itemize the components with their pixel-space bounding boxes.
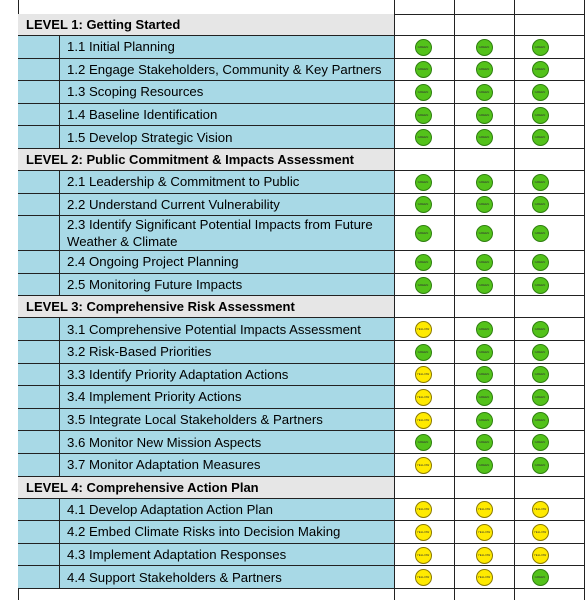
- status-text: YELLOW: [416, 327, 430, 332]
- status-indicator-green: [415, 61, 432, 78]
- status-text: YELLOW: [416, 552, 430, 557]
- task-row: [18, 431, 394, 454]
- status-indicator-yellow: [415, 524, 432, 541]
- grid-row-line: [394, 58, 585, 59]
- grid-row-line: [394, 408, 585, 409]
- indent-cell: [18, 194, 60, 216]
- status-indicator-green: [476, 225, 493, 242]
- grid-row-line: [394, 476, 585, 477]
- grid-row-line: [394, 520, 585, 521]
- status-indicator-green: [532, 412, 549, 429]
- status-text: GREEN: [478, 260, 490, 264]
- status-indicator-yellow: [415, 389, 432, 406]
- level-title: LEVEL 4: Comprehensive Action Plan: [26, 479, 259, 495]
- task-cell: [60, 454, 394, 476]
- status-text: GREEN: [534, 231, 546, 236]
- status-indicator-green: [532, 366, 549, 383]
- indent-cell: [18, 454, 60, 476]
- grid-row-line: [394, 295, 585, 296]
- task-cell: [60, 171, 394, 193]
- status-text: GREEN: [478, 440, 490, 445]
- task-label: 2.5 Monitoring Future Impacts: [67, 277, 243, 293]
- task-cell: [60, 318, 394, 340]
- indent-cell: [18, 251, 60, 273]
- indent-cell: [18, 126, 60, 148]
- status-text: GREEN: [534, 112, 546, 117]
- status-text: GREEN: [478, 372, 490, 377]
- status-text: GREEN: [534, 67, 546, 72]
- level-header-row: [18, 477, 394, 499]
- grid-row-line: [394, 588, 585, 589]
- status-text: GREEN: [478, 417, 490, 422]
- grid-row-line: [394, 148, 585, 149]
- status-text: GREEN: [417, 260, 429, 264]
- task-label: 4.1 Develop Adaptation Action Plan: [67, 501, 274, 517]
- status-text: GREEN: [478, 90, 490, 94]
- status-text: GREEN: [534, 179, 546, 184]
- status-indicator-green: [476, 366, 493, 383]
- indent-cell: [18, 216, 60, 250]
- task-row: [18, 59, 394, 82]
- task-row: [18, 126, 394, 149]
- indent-cell: [18, 341, 60, 363]
- status-indicator-green: [476, 129, 493, 146]
- status-text: YELLOW: [416, 462, 430, 467]
- status-indicator-green: [415, 225, 432, 242]
- status-indicator-yellow: [415, 321, 432, 338]
- status-text: GREEN: [478, 179, 490, 184]
- task-label: 3.3 Identify Priority Adaptation Actions: [67, 366, 289, 382]
- level-title: LEVEL 1: Getting Started: [26, 17, 181, 32]
- task-row: [18, 364, 394, 387]
- status-indicator-green: [476, 196, 493, 213]
- status-text: YELLOW: [416, 417, 430, 422]
- task-cell: [60, 341, 394, 363]
- task-label: 3.2 Risk-Based Priorities: [67, 344, 212, 360]
- task-cell: [60, 364, 394, 386]
- task-label: 2.1 Leadership & Commitment to Public: [67, 174, 300, 190]
- status-indicator-green: [415, 129, 432, 146]
- indent-cell: [18, 431, 60, 453]
- status-indicator-yellow: [415, 501, 432, 518]
- task-label: 1.3 Scoping Resources: [67, 84, 204, 100]
- grid-row-line: [394, 430, 585, 431]
- status-text: GREEN: [417, 440, 429, 445]
- status-text: GREEN: [417, 67, 429, 72]
- grid-row-line: [394, 170, 585, 171]
- status-indicator-green: [532, 196, 549, 213]
- status-text: GREEN: [478, 395, 490, 399]
- grid-row-line: [394, 250, 585, 251]
- status-text: GREEN: [417, 179, 429, 184]
- status-indicator-yellow: [476, 524, 493, 541]
- status-text: GREEN: [478, 327, 490, 332]
- task-label: 1.1 Initial Planning: [67, 39, 175, 55]
- task-row: [18, 81, 394, 104]
- status-indicator-green: [476, 457, 493, 474]
- status-indicator-yellow: [415, 547, 432, 564]
- status-text: GREEN: [534, 575, 546, 580]
- task-label: 1.5 Develop Strategic Vision: [67, 129, 233, 145]
- status-indicator-green: [532, 129, 549, 146]
- status-indicator-green: [532, 254, 549, 271]
- status-indicator-green: [532, 344, 549, 361]
- status-indicator-green: [532, 434, 549, 451]
- task-label: 4.3 Implement Adaptation Responses: [67, 547, 287, 563]
- task-cell: [60, 409, 394, 431]
- grid-row-line: [394, 498, 585, 499]
- status-indicator-green: [532, 225, 549, 242]
- status-text: GREEN: [534, 282, 546, 287]
- status-text: GREEN: [478, 349, 490, 354]
- status-indicator-green: [476, 107, 493, 124]
- indent-cell: [18, 318, 60, 340]
- status-indicator-yellow: [532, 501, 549, 518]
- status-indicator-green: [532, 569, 549, 586]
- status-indicator-green: [532, 107, 549, 124]
- level-title: LEVEL 2: Public Commitment & Impacts Assessment: [26, 152, 354, 167]
- task-cell: [60, 59, 394, 81]
- status-indicator-green: [415, 277, 432, 294]
- status-indicator-green: [476, 389, 493, 406]
- grid-column-line: [394, 0, 395, 600]
- indent-cell: [18, 171, 60, 193]
- status-indicator-green: [532, 174, 549, 191]
- level-header-row: [18, 14, 394, 36]
- task-row: [18, 341, 394, 364]
- status-text: YELLOW: [416, 395, 430, 399]
- task-row: [18, 409, 394, 432]
- status-text: GREEN: [478, 282, 490, 287]
- indent-cell: [18, 544, 60, 566]
- status-text: YELLOW: [416, 575, 430, 580]
- task-label: 2.4 Ongoing Project Planning: [67, 254, 239, 270]
- status-indicator-green: [476, 174, 493, 191]
- task-row: [18, 318, 394, 341]
- indent-cell: [18, 81, 60, 103]
- grid-row-line: [394, 193, 585, 194]
- task-label: 3.5 Integrate Local Stakeholders & Partners: [67, 412, 323, 428]
- status-text: GREEN: [478, 67, 490, 72]
- indent-cell: [18, 364, 60, 386]
- status-indicator-green: [532, 457, 549, 474]
- status-text: GREEN: [534, 372, 546, 377]
- task-cell: [60, 521, 394, 543]
- status-text: GREEN: [534, 349, 546, 354]
- task-cell: [60, 274, 394, 296]
- status-indicator-green: [476, 61, 493, 78]
- indent-cell: [18, 566, 60, 588]
- task-cell: [60, 251, 394, 273]
- indent-cell: [18, 409, 60, 431]
- status-text: GREEN: [417, 135, 429, 140]
- status-text: YELLOW: [477, 507, 491, 512]
- grid-row-line: [394, 385, 585, 386]
- status-indicator-yellow: [476, 547, 493, 564]
- status-indicator-green: [532, 277, 549, 294]
- task-label: 2.2 Understand Current Vulnerability: [67, 196, 280, 212]
- indent-cell: [18, 499, 60, 521]
- status-indicator-green: [415, 84, 432, 101]
- status-indicator-green: [532, 321, 549, 338]
- indent-cell: [18, 274, 60, 296]
- grid-row-line: [394, 565, 585, 566]
- status-indicator-green: [476, 84, 493, 101]
- status-text: GREEN: [417, 44, 429, 49]
- status-indicator-green: [476, 434, 493, 451]
- task-cell: [60, 81, 394, 103]
- status-indicator-green: [532, 389, 549, 406]
- task-label: 2.3 Identify Significant Potential Impacts from Future Weather & Climate: [67, 217, 373, 250]
- status-indicator-yellow: [476, 501, 493, 518]
- status-indicator-green: [476, 39, 493, 56]
- status-text: YELLOW: [533, 552, 547, 557]
- task-label: 4.2 Embed Climate Risks into Decision Making: [67, 524, 341, 540]
- level-header-row: [18, 149, 394, 171]
- grid-row-line: [394, 363, 585, 364]
- task-cell: [60, 499, 394, 521]
- status-text: GREEN: [478, 231, 490, 236]
- task-cell: [60, 104, 394, 126]
- task-cell: [60, 544, 394, 566]
- grid-row-line: [394, 453, 585, 454]
- grid-row-line: [394, 340, 585, 341]
- task-cell: [60, 566, 394, 588]
- task-cell: [60, 216, 394, 250]
- status-text: GREEN: [534, 417, 546, 422]
- status-text: YELLOW: [533, 530, 547, 534]
- status-indicator-green: [415, 107, 432, 124]
- task-row: [18, 216, 394, 251]
- task-label: 4.4 Support Stakeholders & Partners: [67, 569, 282, 585]
- status-text: GREEN: [534, 135, 546, 140]
- status-indicator-green: [476, 321, 493, 338]
- status-indicator-green: [415, 344, 432, 361]
- indent-cell: [18, 59, 60, 81]
- grid-row-line: [394, 215, 585, 216]
- task-label: 3.6 Monitor New Mission Aspects: [67, 434, 262, 450]
- status-indicator-green: [476, 254, 493, 271]
- status-text: YELLOW: [477, 575, 491, 580]
- task-row: [18, 36, 394, 59]
- status-text: YELLOW: [533, 507, 547, 512]
- grid-row-line: [394, 103, 585, 104]
- status-indicator-green: [415, 196, 432, 213]
- task-cell: [60, 126, 394, 148]
- grid-row-line: [394, 80, 585, 81]
- task-cell: [60, 386, 394, 408]
- status-text: GREEN: [534, 395, 546, 399]
- status-text: GREEN: [534, 260, 546, 264]
- status-indicator-green: [476, 344, 493, 361]
- task-row: [18, 544, 394, 567]
- indent-cell: [18, 521, 60, 543]
- task-label: 1.4 Baseline Identification: [67, 107, 218, 123]
- task-cell: [60, 194, 394, 216]
- status-text: GREEN: [534, 440, 546, 445]
- status-text: GREEN: [417, 231, 429, 236]
- task-label: 1.2 Engage Stakeholders, Community & Key Partners: [67, 61, 382, 77]
- status-text: GREEN: [417, 202, 429, 207]
- task-row: [18, 171, 394, 194]
- status-indicator-green: [532, 84, 549, 101]
- task-row: [18, 499, 394, 522]
- grid-column-line: [454, 0, 455, 600]
- status-text: GREEN: [534, 90, 546, 94]
- status-text: YELLOW: [416, 530, 430, 534]
- task-row: [18, 274, 394, 297]
- status-text: GREEN: [417, 112, 429, 117]
- status-text: YELLOW: [416, 372, 430, 377]
- status-text: GREEN: [534, 44, 546, 49]
- status-indicator-green: [532, 61, 549, 78]
- status-indicator-green: [476, 277, 493, 294]
- status-indicator-green: [415, 39, 432, 56]
- grid-column-line: [514, 0, 515, 600]
- task-label: 3.4 Implement Priority Actions: [67, 389, 242, 405]
- status-indicator-yellow: [532, 547, 549, 564]
- status-indicator-green: [532, 39, 549, 56]
- status-indicator-green: [476, 412, 493, 429]
- task-row: [18, 194, 394, 217]
- status-text: YELLOW: [416, 507, 430, 512]
- grid-row-line: [394, 543, 585, 544]
- task-row: [18, 251, 394, 274]
- task-cell: [60, 36, 394, 58]
- status-indicator-yellow: [532, 524, 549, 541]
- status-text: GREEN: [478, 44, 490, 49]
- task-cell: [60, 431, 394, 453]
- status-text: GREEN: [417, 90, 429, 94]
- status-text: GREEN: [478, 112, 490, 117]
- status-indicator-yellow: [415, 569, 432, 586]
- indent-cell: [18, 386, 60, 408]
- grid-row-line: [394, 125, 585, 126]
- status-text: GREEN: [417, 349, 429, 354]
- task-label: 3.7 Monitor Adaptation Measures: [67, 457, 261, 473]
- grid-row-line: [394, 35, 585, 36]
- task-row: [18, 566, 394, 589]
- status-indicator-green: [415, 174, 432, 191]
- status-text: GREEN: [478, 135, 490, 140]
- grid-row-line: [394, 317, 585, 318]
- status-text: GREEN: [534, 462, 546, 467]
- status-indicator-yellow: [415, 457, 432, 474]
- grid-row-line: [394, 273, 585, 274]
- status-indicator-green: [415, 434, 432, 451]
- task-row: [18, 104, 394, 127]
- level-title: LEVEL 3: Comprehensive Risk Assessment: [26, 299, 295, 315]
- status-indicator-green: [415, 254, 432, 271]
- indent-cell: [18, 104, 60, 126]
- status-text: GREEN: [478, 202, 490, 207]
- task-label: 3.1 Comprehensive Potential Impacts Assessment: [67, 321, 361, 337]
- status-text: GREEN: [478, 462, 490, 467]
- status-text: GREEN: [417, 282, 429, 287]
- task-row: [18, 386, 394, 409]
- status-indicator-yellow: [415, 366, 432, 383]
- task-row: [18, 521, 394, 544]
- status-text: YELLOW: [477, 552, 491, 557]
- indent-cell: [18, 36, 60, 58]
- status-text: YELLOW: [477, 530, 491, 534]
- task-row: [18, 454, 394, 477]
- level-header-row: [18, 296, 394, 318]
- status-text: GREEN: [534, 327, 546, 332]
- status-text: GREEN: [534, 202, 546, 207]
- status-indicator-yellow: [415, 412, 432, 429]
- status-indicator-yellow: [476, 569, 493, 586]
